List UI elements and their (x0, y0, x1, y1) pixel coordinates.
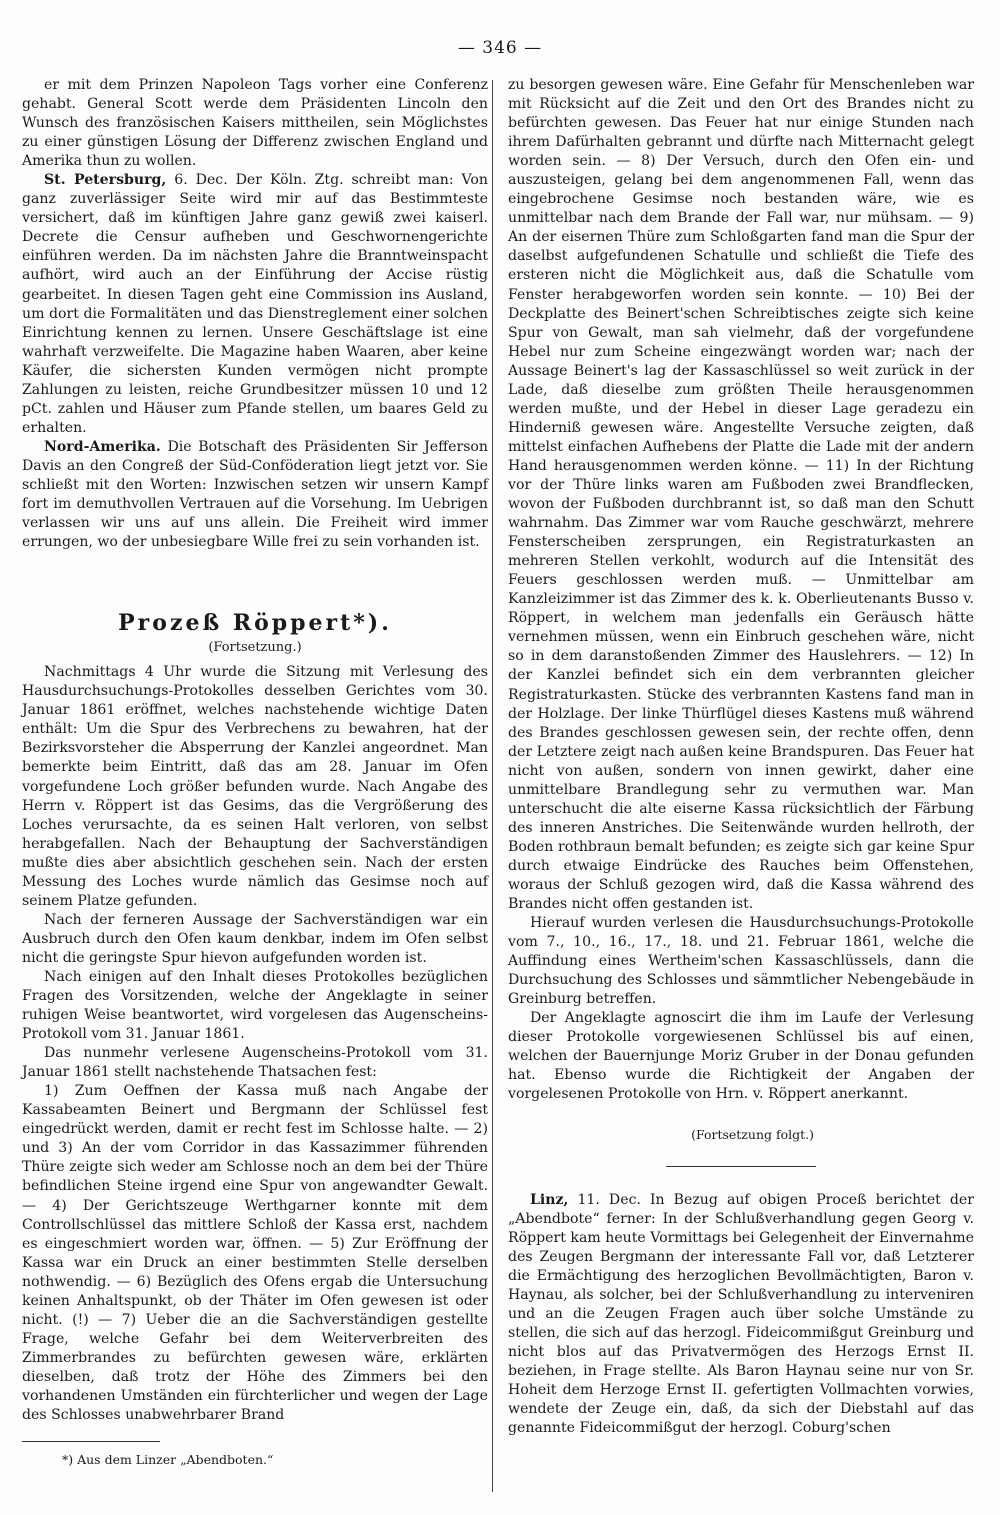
news-item-north-america (22, 438, 488, 552)
section-divider (666, 1166, 816, 1167)
column-divider (492, 80, 493, 1492)
paragraph: Nach der ferneren Aussage der Sachverständigen war ein Ausbruch durch den Ofen kaum denkbar, indem im Ofen selbst nicht die geringste Spur hievon aufgefunden worden ist. (22, 911, 488, 966)
news-item-linz (508, 1191, 974, 1439)
continued-note: (Fortsetzung folgt.) (691, 1126, 814, 1142)
article-continuation: er mit dem Prinzen Napoleon Tags vorher eine Conferenz gehabt. General Scott werde dem Präsidenten Lincoln den Wunsch des französischen Kaisers mittheilen, sein Möglichstes zu einer günstigen Lösung der Differenz zwischen England und Amerika thun zu wollen. (22, 77, 488, 170)
footnote-divider (22, 1441, 160, 1442)
news-item-st-petersburg (22, 171, 488, 438)
left-column (22, 76, 488, 1469)
paragraph: Das nunmehr verlesene Augenscheins-Protokoll vom 31. Januar 1861 stellt nachstehende Thatsachen fest: (22, 1045, 488, 1081)
article-subheading: (Fortsetzung.) (208, 640, 302, 656)
paragraph: Nach einigen auf den Inhalt dieses Protokolles bezüglichen Fragen des Vorsitzenden, welche der Angeklagte in seiner ruhigen Weise beantwortet, wird vorgelesen das Augenscheins-Protokoll vom 31. Januar 1861. (22, 968, 488, 1043)
paragraph: Hierauf wurden verlesen die Hausdurchsuchungs-Protokolle vom 7., 10., 16., 17., 18. und 21. Februar 1861, welche die Auffindung eines Wertheim'schen Kassaschlüssels, dann die Durchsuchung des Schlosses und sämmtlicher Nebengebäude in Greinburg betreffen. (508, 915, 974, 1008)
article-heading: Prozeß Röppert*). (118, 610, 392, 637)
footnote: *) Aus dem Linzer „Abendboten.“ (62, 1452, 274, 1468)
dateline: Linz, (530, 1191, 569, 1208)
paragraph: Der Angeklagte agnoscirt die ihm im Laufe der Verlesung dieser Protokolle vorgewiesenen Schlüssel bis auf einen, welchen der Bauernjunge Moriz Gruber in der Donau gefunden hat. Ebenso wurde die Richtigkeit der Angaben der vorgelesenen Protokolle von Hrn. v. Röppert anerkannt. (508, 1010, 974, 1103)
news-text: Die Botschaft des Präsidenten Sir Jefferson Davis an den Congreß der Süd-Conföderation liegt jetzt vor. Sie schließt mit den Worten: Inzwischen setzen wir unsern Kampf fort im demuthvollen Vertrauen auf die Vorsehung. Im Uebrigen verlassen wir uns auf uns allein. Die Freiheit wird immer errungen, wo der unbesiegbare Wille frei zu sein vorhanden ist. (22, 438, 488, 551)
news-text: 11. Dec. In Bezug auf obigen Proceß berichtet der „Abendbote“ ferner: In der Schlußverhandlung gegen Georg v. Röppert kam heute Vormittags bei Gelegenheit der Einvernahme des Zeugen Bergmann der interessante Fall vor, daß Letzterer die Ermächtigung des herzoglichen Bevollmächtigten, Baron v. Haynau, als solcher, bei der Schlußverhandlung zu interveniren und an die Zeugen Fragen auch über solche Umstände zu stellen, die sich auf das herzogl. Fideicommißgut Greinburg und nicht blos auf das Privatvermögen des Herzogs Ernst II. beziehen, in Frage stellte. Als Baron Haynau seine nur von Sr. Hoheit dem Herzoge Ernst II. gefertigten Vollmachten vorwies, wendete der Zeuge ein, daß, da sich der Diebstahl auf das genannte Fideicommißgut der herzogl. Coburg'schen (508, 1191, 974, 1437)
news-text: 6. Dec. Der Köln. Ztg. schreibt man: Von ganz zuverlässiger Seite wird mir auf das Bestimmteste versichert, daß im künftigen Jahre ganz gewiß zwei kaiserl. Decrete die Censur aufheben und Geschwornengerichte einführen werden. Da im nächsten Jahre die Branntweinspacht aufhört, wird auch an der Einführung der Accise rüstig gearbeitet. In diesen Tagen geht eine Commission ins Ausland, um dort die Formalitäten und das Dienstreglement einer solchen Einrichtung kennen zu lernen. Unsere Geschäftslage ist eine wahrhaft verzweifelte. Die Magazine haben Waaren, aber keine Käufer, die sichersten Kunden vermögen nicht prompte Zahlungen zu leisten, reiche Grundbesitzer müssen 10 und 12 pCt. zahlen und Häuser zum Pfande stellen, um baares Geld zu erhalten. (22, 172, 488, 436)
paragraph: 1) Zum Oeffnen der Kassa muß nach Angabe der Kassabeamten Beinert und Bergmann der Schlüssel fest eingedrückt werden, damit er recht fest im Schlosse halte. — 2) und 3) An der vom Corridor in das Kassazimmer führenden Thüre zeigte sich weder am Schlosse noch an dem bei der Thüre befindlichen Steine irgend eine Spur von angewandter Gewalt. — 4) Der Gerichtszeuge Werthgarner konnte mit dem Controllschlüssel das mittlere Schloß der Kassa erst, nachdem es eingeschmiert worden war, öffnen. — 5) Zur Eröffnung der Kassa war ein Druck an einer bestimmten Stelle derselben nothwendig. — 6) Bezüglich des Ofens ergab die Untersuchung keinen Anhaltspunkt, ob der Thäter im Ofen gewesen ist oder nicht. (!) — 7) Ueber die an die Sachverständigen gestellte Frage, welche Gefahr bei dem Weiterverbreiten des Zimmerbrandes zu befürchten gewesen wäre, erklärten dieselben, daß trotz der Höhe des Zimmers bei den vorhandenen Umständen ein fürchterlicher und wegen der Lage des Schlosses unabwehrbarer Brand (22, 1083, 488, 1424)
paragraph: Nachmittags 4 Uhr wurde die Sitzung mit Verlesung des Hausdurchsuchungs-Protokolles desselben Gerichtes vom 30. Januar 1861 eröffnet, welches nachstehende wichtige Daten enthält: Um die Spur des Verbrechens zu bewahren, hat der Bezirksvorsteher die Absperrung der Kanzlei angeordnet. Man bemerkte beim Eintritt, daß das am 28. Januar im Ofen vorgefundene Loch größer befunden wurde. Nach Angabe des Herrn v. Röppert ist das Gesims, das die Vergrößerung des Loches verursachte, da es seinen Halt verloren, von selbst herabgefallen. Nach der Behauptung der Sachverständigen mußte dies aber absichtlich geschehen sein. Nach der ersten Messung des Loches wurde nämlich das Gesimse noch auf seinem Platze gefunden. (22, 664, 488, 909)
dateline: St. Petersburg, (44, 172, 167, 189)
page-number: — 346 — (457, 38, 543, 58)
dateline: Nord-Amerika. (44, 438, 161, 455)
paragraph: zu besorgen gewesen wäre. Eine Gefahr für Menschenleben war mit Rücksicht auf die Zeit und den Ort des Brandes nicht zu befürchten gewesen. Das Feuer hat nur einige Stunden nach ihrem Dafürhalten gebrannt und dürfte nach Mitternacht gelegt worden sein. — 8) Der Versuch, durch den Ofen ein- und auszusteigen, gelang bei dem angenommenen Fall, wenn das eingebrochene Gesimse noch bestanden wäre, wie es unmittelbar nach dem Brande der Fall war, nur mühsam. — 9) An der eisernen Thüre zum Schloßgarten fand man die Spur der daselbst aufgefundenen Schatulle und schließt die Tiefe des ersteren nicht die Möglichkeit aus, daß die Schatulle vom Fenster herabgeworfen worden sein konnte. — 10) Bei der Deckplatte des Beinert'schen Schreibtisches zeigte sich keine Spur von Gewalt, man sah vielmehr, daß der vorgefundene Hebel nur zum Scheine eingezwängt worden war; nach der Aussage Beinert's lag der Kassaschlüssel so weit zurück in der Lade, daß dieselbe zum größten Theile herausgenommen werden mußte, und der Hebel in dieser Lage geradezu ein Hinderniß gewesen wäre. Angestellte Versuche zeigten, daß mittelst einfachen Aufhebens der Platte die Lade mit der andern Hand herausgenommen werden könne. — 11) In der Richtung vor der Thüre links waren am Fußboden zwei Brandflecken, wovon der Fußboden durchbrannt ist, so daß man den Schutt wahrnahm. Das Zimmer war vom Rauche geschwärzt, mehrere Fensterscheiben zersprungen, ein Registraturkasten an mehreren Stellen verkohlt, wodurch auf die Intensität des Feuers geschlossen werden muß. — Unmittelbar am Kanzleizimmer ist das Zimmer des k. k. Oberlieutenants Busso v. Röppert, in welchem man jedenfalls ein Geräusch hätte vernehmen müssen, wenn ein Einbruch geschehen wäre, nicht so in dem daranstoßenden Zimmer des Hauslehrers. — 12) In der Kanzlei befindet sich ein dem verbrannten gleicher Registraturkasten. Stücke des verbrannten Kastens fand man in der Holzlage. Der linke Thürflügel dieses Kastens muß während des Brandes geschlossen gewesen sein, der rechte offen, denn der Letztere zeigt nach außen keine Brandspuren. Das Feuer hat nicht von außen, sondern von innen gewirkt, daher eine unmittelbare Brandlegung sehr zu vermuthen war. Man unterschucht die alte eiserne Kassa rücksichtlich der Färbung des inneren Anstriches. Die Seitenwände wurden hellroth, der Boden rothbraun bemalt befunden; es zeigte sich gar keine Spur durch etwaige Eindrücke des Rauches beim Offenstehen, woraus der Schluß gezogen wird, daß die Kassa während des Brandes nicht offen gestanden ist. (508, 77, 974, 913)
right-column (508, 76, 974, 1438)
